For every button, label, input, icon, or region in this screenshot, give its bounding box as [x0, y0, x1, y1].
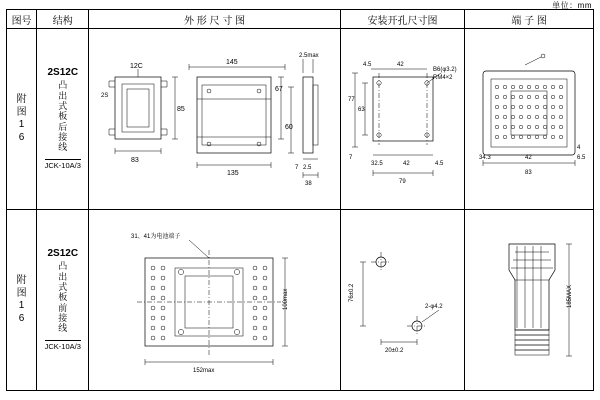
svg-text:63: 63 — [357, 107, 365, 113]
svg-text:4.5: 4.5 — [434, 161, 444, 167]
row2-mount-drawing — [340, 210, 465, 391]
svg-text:77: 77 — [347, 97, 355, 103]
svg-text:145: 145 — [226, 59, 239, 66]
svg-text:2.5max: 2.5max — [299, 53, 320, 59]
svg-text:7: 7 — [295, 165, 299, 171]
svg-text:185MAX: 185MAX — [567, 284, 574, 308]
row2-struct-desc: 凸 出 式 板 前 接 线 — [58, 261, 68, 334]
header-cell-term: 端 子 图 — [465, 10, 594, 29]
svg-text:34.3: 34.3 — [479, 155, 491, 161]
svg-text:7: 7 — [348, 155, 353, 161]
terminal-hole-array — [496, 85, 564, 139]
svg-text:2.5: 2.5 — [303, 165, 312, 171]
row1-mount-drawing — [340, 29, 465, 210]
row1-structure — [37, 29, 89, 210]
row2-structure — [37, 210, 89, 391]
svg-text:RM4×2: RM4×2 — [432, 75, 453, 81]
row1-figure-no: 附 图 1 6 — [7, 29, 37, 210]
row1-outline-drawing — [89, 29, 340, 210]
dimension-table — [6, 9, 594, 391]
svg-text:85: 85 — [177, 106, 186, 113]
svg-text:83: 83 — [525, 170, 532, 176]
svg-text:152max: 152max — [193, 368, 215, 374]
table-row — [7, 29, 594, 210]
svg-text:4.5: 4.5 — [362, 62, 372, 68]
svg-text:67: 67 — [275, 86, 284, 93]
svg-text:100max: 100max — [283, 288, 290, 310]
svg-text:4: 4 — [577, 145, 581, 151]
svg-text:20±0.2: 20±0.2 — [384, 348, 403, 354]
table-row — [7, 210, 594, 391]
row2-terminal-drawing — [465, 210, 594, 391]
svg-text:79: 79 — [398, 179, 406, 185]
svg-text:76±0.2: 76±0.2 — [348, 283, 355, 302]
left-terminal-holes — [151, 266, 165, 340]
svg-text:42: 42 — [525, 155, 532, 161]
header-cell-outline: 外 形 尺 寸 图 — [89, 10, 340, 29]
outline-side-view — [295, 53, 319, 187]
header-cell-no: 图号 — [7, 10, 37, 29]
svg-text:42: 42 — [396, 62, 404, 68]
svg-text:60: 60 — [285, 124, 294, 131]
row1-struct-footer: JCK-10A/3 — [44, 160, 81, 170]
row2-outline-drawing — [89, 210, 340, 391]
row1-struct-desc: 凸 出 式 板 后 接 线 — [58, 80, 68, 153]
header-cell-mount: 安装开孔尺寸图 — [340, 10, 465, 29]
right-terminal-holes — [253, 266, 267, 340]
unit-note: 单位：mm — [552, 1, 592, 10]
row1-terminal-drawing — [465, 29, 594, 210]
row2-figure-no: 附 图 1 6 — [7, 210, 37, 391]
outline-front-view — [189, 59, 294, 177]
svg-text:12C: 12C — [130, 63, 144, 70]
row1-model: 2S12C — [47, 67, 79, 79]
svg-text:2S: 2S — [101, 93, 109, 99]
row2-struct-footer: JCK-10A/3 — [44, 341, 81, 351]
svg-text:2-φ4.2: 2-φ4.2 — [424, 304, 443, 310]
svg-text:6.5: 6.5 — [577, 155, 586, 161]
table-header-row — [7, 10, 594, 29]
svg-text:B6(φ3.2): B6(φ3.2) — [432, 67, 457, 73]
svg-text:42: 42 — [402, 161, 410, 167]
svg-text:38: 38 — [305, 181, 313, 187]
header-cell-struct: 结构 — [37, 10, 89, 29]
battery-terminal-note: 31、41为电池端子 — [131, 234, 181, 240]
svg-text:83: 83 — [131, 157, 140, 164]
svg-text:135: 135 — [227, 170, 240, 177]
row2-model: 2S12C — [47, 248, 79, 260]
svg-text:32.5: 32.5 — [370, 161, 383, 167]
outline-left-view — [101, 63, 185, 164]
